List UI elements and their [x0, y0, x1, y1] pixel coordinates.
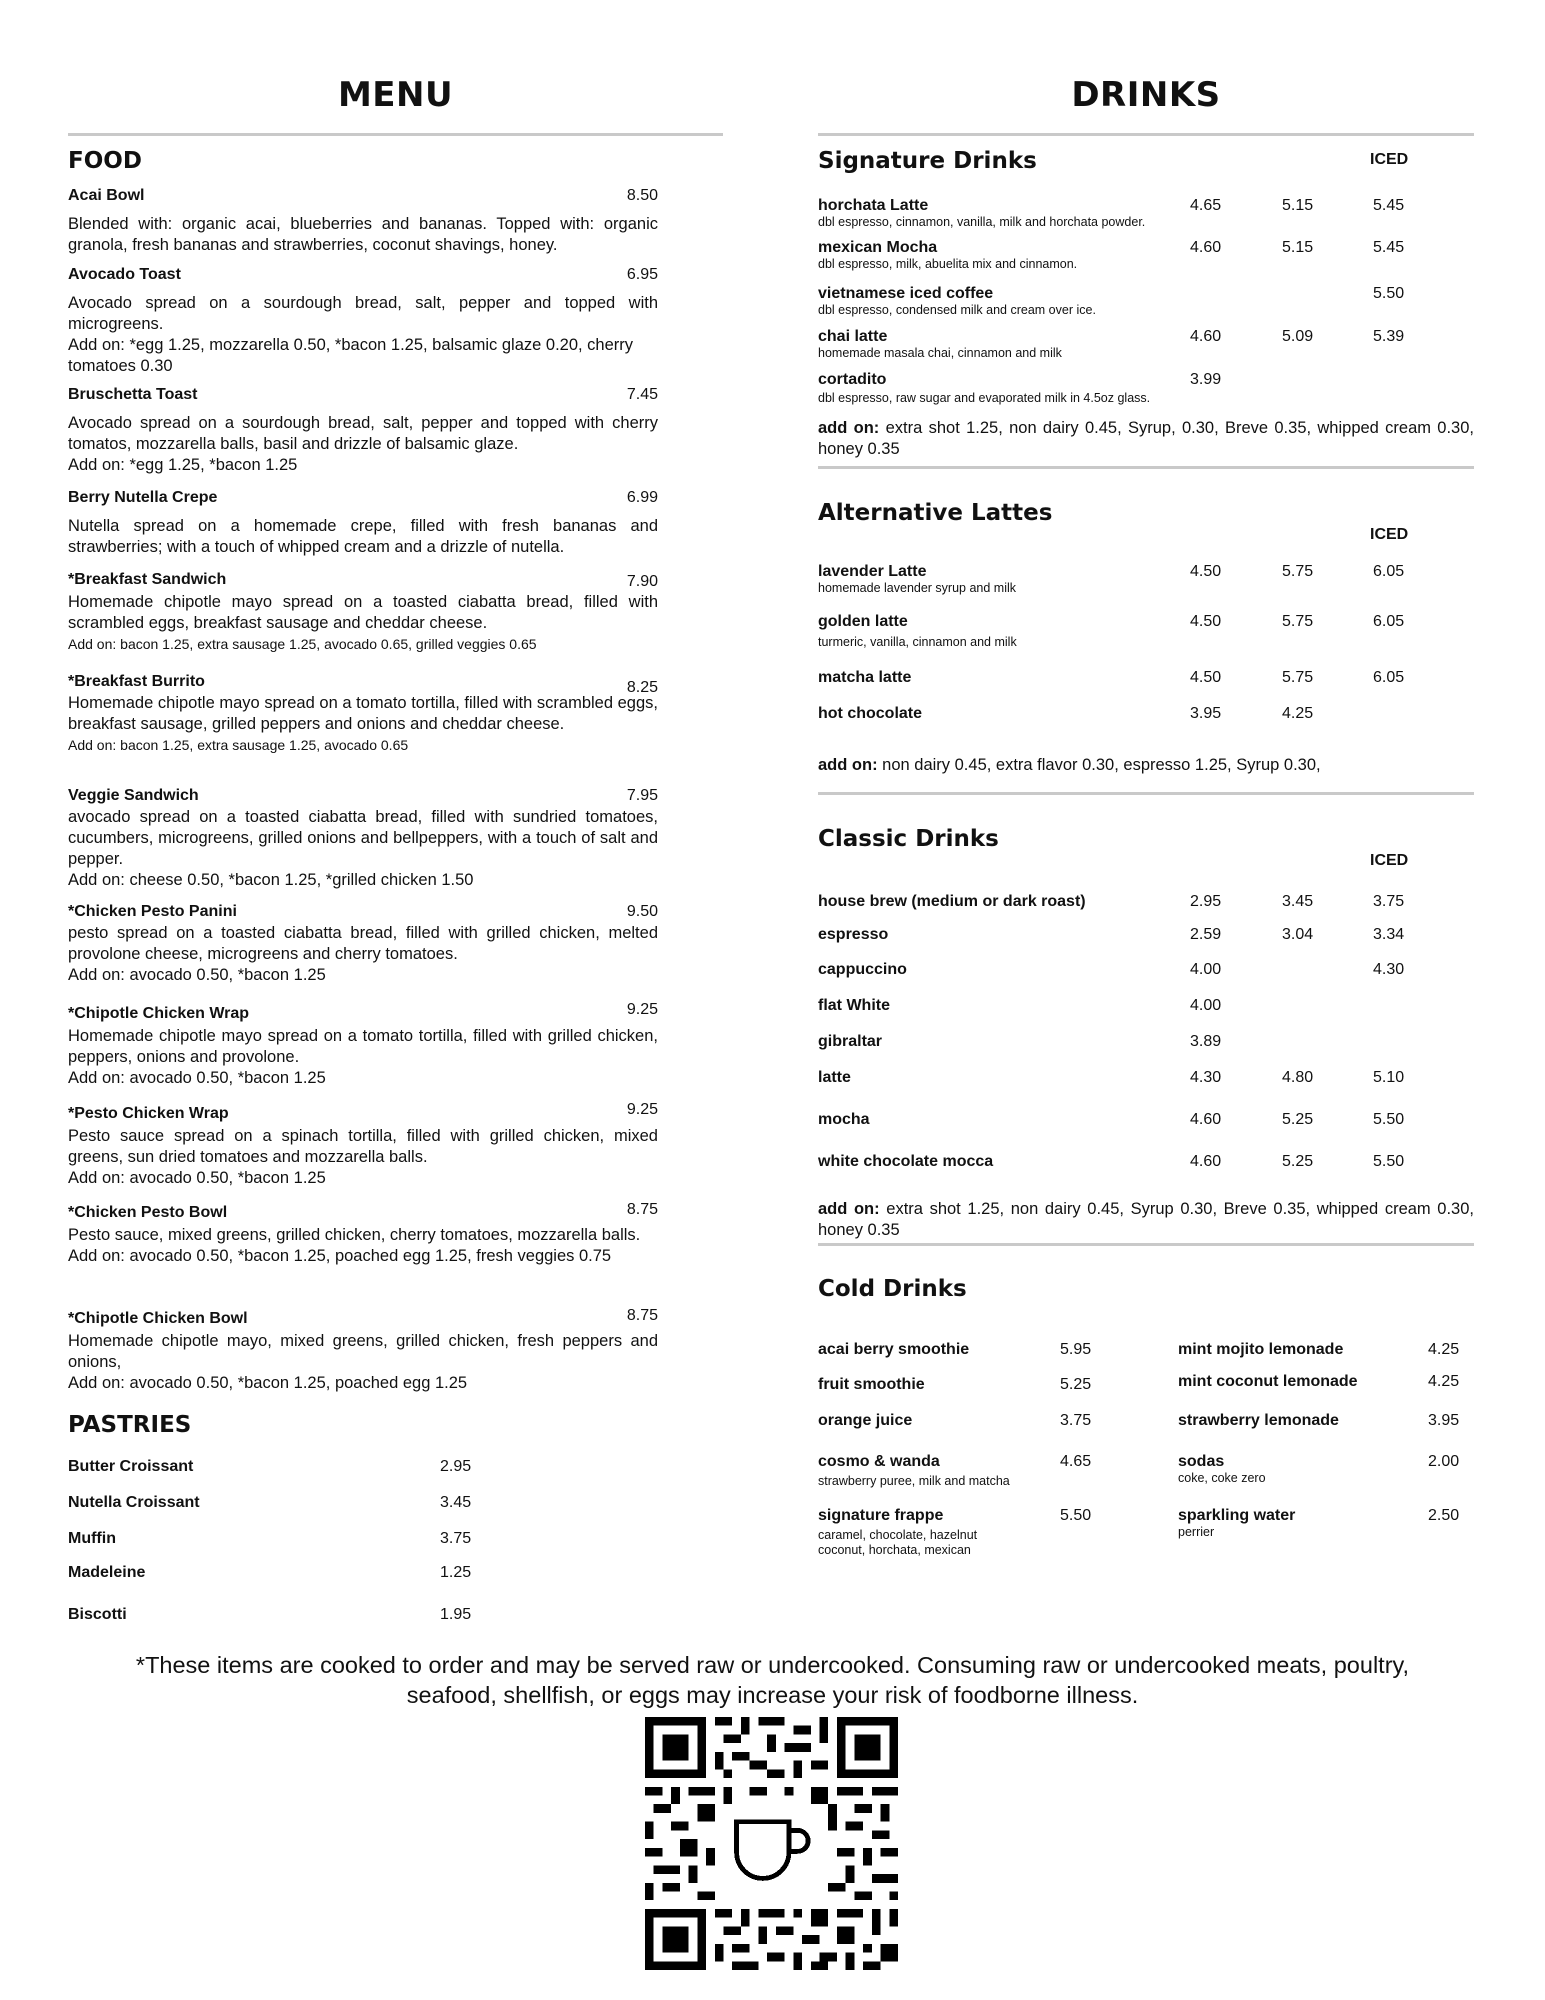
pastry-name: Biscotti: [68, 1606, 127, 1623]
addon-label: add on:: [818, 1200, 880, 1218]
drink-row: [818, 196, 1474, 230]
drink-name: vietnamese iced coffee: [818, 285, 994, 302]
addon-label: add on:: [818, 419, 880, 437]
cold-drink: [1178, 1372, 1474, 1391]
food-item-name: *Pesto Chicken Wrap: [68, 1105, 229, 1122]
drink-price: 2.50: [1428, 1507, 1460, 1524]
pastry-item: [68, 1563, 488, 1583]
pastry-price: 3.75: [440, 1530, 472, 1547]
cold-drink: [818, 1506, 1092, 1558]
price-large: 4.25: [1282, 705, 1314, 722]
food-item-name: Avocado Toast: [68, 266, 181, 283]
price-hot: 3.95: [1190, 705, 1222, 722]
price-iced: 3.34: [1373, 926, 1405, 943]
food-item-price: 8.25: [626, 679, 658, 696]
drink-desc: caramel, chocolate, hazelnut coconut, horchata, mexican: [818, 1528, 978, 1557]
food-item-desc: Nutella spread on a homemade crepe, filled with fresh bananas and strawberries; with a touch of whipped cream and a drizzle of nutella.: [68, 517, 658, 556]
food-item: [68, 265, 658, 377]
drink-row: [818, 327, 1474, 361]
price-hot: 4.60: [1190, 1111, 1222, 1128]
drink-name: hot chocolate: [818, 705, 923, 722]
price-iced: 5.10: [1373, 1069, 1405, 1086]
addon-label: add on:: [818, 756, 878, 774]
pastries-heading: PASTRIES: [68, 1412, 192, 1438]
price-iced: 6.05: [1373, 613, 1405, 630]
food-item-addon: Add on: bacon 1.25, extra sausage 1.25, avocado 0.65, grilled veggies 0.65: [68, 636, 537, 652]
food-item-addon: Add on: avocado 0.50, *bacon 1.25: [68, 966, 326, 984]
price-large: 5.09: [1282, 328, 1314, 345]
food-item-addon: Add on: avocado 0.50, *bacon 1.25: [68, 1169, 326, 1187]
food-item-desc: Homemade chipotle mayo spread on a tomato tortilla, filled with scrambled eggs, breakfast sausage, grilled peppers and onions and cheddar cheese.: [68, 694, 658, 733]
drink-price: 4.25: [1428, 1341, 1460, 1358]
drink-name: cappuccino: [818, 961, 907, 978]
drink-name: strawberry lemonade: [1178, 1412, 1339, 1429]
price-hot: 4.50: [1190, 613, 1222, 630]
food-item-addon: Add on: avocado 0.50, *bacon 1.25: [68, 1069, 326, 1087]
food-item-name: Acai Bowl: [68, 187, 145, 204]
drink-name: acai berry smoothie: [818, 1341, 970, 1358]
food-item-addon: Add on: *egg 1.25, mozzarella 0.50, *bacon 1.25, balsamic glaze 0.20, cherry tomatoes 0.30: [68, 336, 634, 375]
price-iced: 3.75: [1373, 893, 1405, 910]
drink-name: flat White: [818, 997, 890, 1014]
food-item-name: Berry Nutella Crepe: [68, 489, 218, 506]
pastry-price: 1.25: [440, 1564, 472, 1581]
food-item-price: 6.99: [626, 489, 658, 506]
addon-text: non dairy 0.45, extra flavor 0.30, espresso 1.25, Syrup 0.30,: [882, 756, 1321, 774]
drink-row: [818, 284, 1474, 318]
cold-drink: [818, 1375, 1098, 1394]
pastry-price: 2.95: [440, 1458, 472, 1475]
drink-row: [818, 370, 1474, 406]
food-item-price: 9.25: [626, 1101, 658, 1118]
addon-text: extra shot 1.25, non dairy 0.45, Syrup 0.30, Breve 0.35, whipped cream 0.30, honey 0.35: [818, 1200, 1474, 1239]
price-iced: 5.39: [1373, 328, 1405, 345]
food-item-desc: avocado spread on a toasted ciabatta bread, filled with sundried tomatoes, cucumbers, microgreens, grilled onions and bellpeppers, with a touch of salt and pepper.: [68, 808, 658, 868]
drink-row: [818, 238, 1474, 272]
price-hot: 4.60: [1190, 1153, 1222, 1170]
price-iced: 4.30: [1373, 961, 1405, 978]
drink-name: fruit smoothie: [818, 1376, 925, 1393]
drink-row: [818, 892, 1474, 911]
food-item-addon: Add on: avocado 0.50, *bacon 1.25, poached egg 1.25, fresh veggies 0.75: [68, 1247, 612, 1265]
pastry-name: Muffin: [68, 1530, 116, 1547]
food-item-price: 8.75: [626, 1201, 658, 1218]
drink-desc: dbl espresso, milk, abuelita mix and cinnamon.: [818, 257, 1078, 271]
drinks-title: DRINKS: [1071, 75, 1221, 115]
price-iced: 5.50: [1373, 285, 1405, 302]
price-large: 5.25: [1282, 1111, 1314, 1128]
price-iced: 6.05: [1373, 563, 1405, 580]
food-item-addon: Add on: bacon 1.25, extra sausage 1.25, avocado 0.65: [68, 737, 409, 753]
price-hot: 4.00: [1190, 961, 1222, 978]
qr-code[interactable]: [645, 1717, 898, 1970]
signature-addon: [818, 418, 1474, 460]
price-hot: 4.50: [1190, 669, 1222, 686]
drink-price: 2.00: [1428, 1453, 1460, 1470]
food-item-name: *Chicken Pesto Panini: [68, 903, 237, 920]
food-item-price: 8.50: [626, 187, 658, 204]
drink-desc: coke, coke zero: [1178, 1471, 1266, 1485]
drink-name: orange juice: [818, 1412, 913, 1429]
price-hot: 3.89: [1190, 1033, 1222, 1050]
signature-heading: Signature Drinks: [818, 148, 1037, 174]
food-item-addon: Add on: *egg 1.25, *bacon 1.25: [68, 456, 298, 474]
disclaimer: *These items are cooked to order and may be served raw or undercooked. Consuming raw or undercooked meats, poultry, seafood, shellfish, or eggs may increase your risk of foodborne illness.: [135, 1652, 1410, 1708]
price-large: 3.04: [1282, 926, 1314, 943]
drink-name: gibraltar: [818, 1033, 883, 1050]
drink-desc: dbl espresso, raw sugar and evaporated milk in 4.5oz glass.: [818, 391, 1151, 405]
drink-desc: strawberry puree, milk and matcha: [818, 1474, 1010, 1488]
drink-row: [818, 668, 1474, 687]
drink-price: 5.50: [1060, 1507, 1092, 1524]
price-hot: 3.99: [1190, 371, 1222, 388]
iced-label: ICED: [1370, 151, 1409, 168]
food-item-name: *Chipotle Chicken Bowl: [68, 1310, 248, 1327]
divider: [818, 1243, 1474, 1246]
food-item-desc: pesto spread on a toasted ciabatta bread, filled with grilled chicken, melted provolone cheese, microgreens and cherry tomatoes.: [68, 924, 658, 963]
food-item-desc: Homemade chipotle mayo spread on a toasted ciabatta bread, filled with scrambled eggs, breakfast sausage and cheddar cheese.: [68, 593, 658, 632]
food-item-name: Veggie Sandwich: [68, 787, 199, 804]
pastry-item: [68, 1605, 488, 1625]
drink-name: signature frappe: [818, 1507, 944, 1524]
drink-name: sodas: [1178, 1453, 1225, 1470]
divider: [818, 792, 1474, 795]
price-hot: 4.60: [1190, 328, 1222, 345]
drink-desc: dbl espresso, cinnamon, vanilla, milk and horchata powder.: [818, 215, 1146, 229]
price-iced: 5.50: [1373, 1153, 1405, 1170]
price-hot: 4.00: [1190, 997, 1222, 1014]
cold-drink: [818, 1452, 1098, 1489]
food-item-desc: Homemade chipotle mayo, mixed greens, grilled chicken, fresh peppers and onions,: [68, 1332, 658, 1371]
drink-name: espresso: [818, 926, 889, 943]
pastry-price: 3.45: [440, 1494, 472, 1511]
price-large: 5.75: [1282, 669, 1314, 686]
drink-price: 5.95: [1060, 1341, 1092, 1358]
alternative-heading: Alternative Lattes: [818, 500, 1053, 526]
drink-name: matcha latte: [818, 669, 912, 686]
food-item-desc: Avocado spread on a sourdough bread, salt, pepper and topped with microgreens.: [68, 294, 658, 333]
drink-row: [818, 612, 1474, 650]
food-item-desc: Avocado spread on a sourdough bread, salt, pepper and topped with cherry tomatos, mozzarella balls, basil and drizzle of balsamic glaze.: [68, 414, 658, 453]
price-large: 5.75: [1282, 613, 1314, 630]
food-item: [68, 902, 658, 986]
drink-row: [818, 1032, 1474, 1051]
food-item: [68, 672, 658, 756]
price-iced: 5.45: [1373, 239, 1405, 256]
pastry-item: [68, 1529, 488, 1549]
drink-name: mint mojito lemonade: [1178, 1341, 1344, 1358]
price-iced: 6.05: [1373, 669, 1405, 686]
pastry-name: Nutella Croissant: [68, 1494, 200, 1511]
food-item: [68, 488, 658, 558]
price-iced: 5.50: [1373, 1111, 1405, 1128]
classic-addon: [818, 1199, 1474, 1241]
pastry-item: [68, 1457, 488, 1477]
price-large: 4.80: [1282, 1069, 1314, 1086]
food-item-price: 7.95: [626, 787, 658, 804]
price-large: 3.45: [1282, 893, 1314, 910]
drink-row: [818, 562, 1474, 596]
drink-price: 3.95: [1428, 1412, 1460, 1429]
price-hot: 4.50: [1190, 563, 1222, 580]
drink-name: white chocolate mocca: [818, 1153, 994, 1170]
food-item-addon: Add on: avocado 0.50, *bacon 1.25, poached egg 1.25: [68, 1374, 468, 1392]
food-item-price: 8.75: [626, 1307, 658, 1324]
drink-desc: homemade lavender syrup and milk: [818, 581, 1017, 595]
drink-row: [818, 960, 1474, 979]
drink-name: chai latte: [818, 328, 888, 345]
price-hot: 4.60: [1190, 239, 1222, 256]
food-item-price: 9.25: [626, 1001, 658, 1018]
drink-desc: dbl espresso, condensed milk and cream over ice.: [818, 303, 1096, 317]
food-item-addon: Add on: cheese 0.50, *bacon 1.25, *grilled chicken 1.50: [68, 871, 474, 889]
divider: [818, 133, 1474, 136]
drink-row: [818, 996, 1474, 1015]
drink-name: mexican Mocha: [818, 239, 938, 256]
drink-price: 4.25: [1428, 1373, 1460, 1390]
pastry-name: Butter Croissant: [68, 1458, 194, 1475]
price-large: 5.25: [1282, 1153, 1314, 1170]
food-item-desc: Pesto sauce spread on a spinach tortilla, filled with grilled chicken, mixed greens, sun dried tomatoes and mozzarella balls.: [68, 1127, 658, 1166]
pastry-price: 1.95: [440, 1606, 472, 1623]
drink-name: sparkling water: [1178, 1507, 1296, 1524]
food-item-desc: Blended with: organic acai, blueberries and bananas. Topped with: organic granola, fresh bananas and strawberries, coconut shavings, honey.: [68, 215, 658, 254]
food-item-desc: Homemade chipotle mayo spread on a tomato tortilla, filled with grilled chicken, peppers, onions and provolone.: [68, 1027, 658, 1066]
drink-name: golden latte: [818, 613, 908, 630]
drink-name: lavender Latte: [818, 563, 927, 580]
cold-heading: Cold Drinks: [818, 1276, 967, 1302]
food-item-price: 6.95: [626, 266, 658, 283]
price-hot: 4.65: [1190, 197, 1222, 214]
classic-heading: Classic Drinks: [818, 826, 999, 852]
drink-price: 5.25: [1060, 1376, 1092, 1393]
drink-name: mocha: [818, 1111, 870, 1128]
drink-name: cortadito: [818, 371, 887, 388]
drink-price: 3.75: [1060, 1412, 1092, 1429]
pastry-name: Madeleine: [68, 1564, 146, 1581]
food-item-name: *Chicken Pesto Bowl: [68, 1204, 228, 1221]
price-hot: 4.30: [1190, 1069, 1222, 1086]
food-item-price: 7.90: [626, 573, 658, 590]
drink-row: [818, 1110, 1474, 1129]
divider: [818, 466, 1474, 469]
drink-name: house brew (medium or dark roast): [818, 893, 1086, 910]
food-item: [68, 1203, 658, 1267]
cold-drink: [1178, 1340, 1474, 1359]
addon-text: extra shot 1.25, non dairy 0.45, Syrup, 0.30, Breve 0.35, whipped cream 0.30, honey 0.35: [818, 419, 1474, 458]
food-item: [68, 385, 658, 476]
price-iced: 5.45: [1373, 197, 1405, 214]
food-item: [68, 786, 658, 891]
drink-name: latte: [818, 1069, 851, 1086]
cold-drink: [1178, 1452, 1474, 1486]
food-item-price: 7.45: [626, 386, 658, 403]
drink-row: [818, 1152, 1474, 1171]
price-large: 5.15: [1282, 239, 1314, 256]
food-item-desc: Pesto sauce, mixed greens, grilled chicken, cherry tomatoes, mozzarella balls.: [68, 1226, 641, 1244]
price-hot: 2.59: [1190, 926, 1222, 943]
food-item: [68, 1001, 658, 1089]
cold-drink: [1178, 1411, 1474, 1430]
food-item: [68, 570, 658, 655]
food-item: [68, 1309, 658, 1394]
price-hot: 2.95: [1190, 893, 1222, 910]
drink-price: 4.65: [1060, 1453, 1092, 1470]
cold-drink: [818, 1411, 1098, 1430]
food-heading: FOOD: [68, 148, 142, 174]
price-large: 5.15: [1282, 197, 1314, 214]
food-item-name: *Chipotle Chicken Wrap: [68, 1005, 250, 1022]
iced-label: ICED: [1370, 526, 1409, 543]
food-item-name: *Breakfast Burrito: [68, 673, 205, 690]
drink-desc: turmeric, vanilla, cinnamon and milk: [818, 635, 1017, 649]
cold-drink: [818, 1340, 1098, 1359]
price-large: 5.75: [1282, 563, 1314, 580]
food-item: [68, 1101, 658, 1189]
food-item-name: *Breakfast Sandwich: [68, 571, 227, 588]
drink-name: cosmo & wanda: [818, 1453, 940, 1470]
cold-drink: [1178, 1506, 1474, 1540]
drink-row: [818, 1068, 1474, 1087]
pastry-item: [68, 1493, 488, 1513]
drink-row: [818, 704, 1474, 723]
drink-desc: homemade masala chai, cinnamon and milk: [818, 346, 1062, 360]
menu-title: MENU: [337, 75, 454, 115]
food-item: [68, 186, 658, 256]
coffee-cup-icon: [724, 1804, 820, 1883]
drink-name: mint coconut lemonade: [1178, 1373, 1358, 1390]
iced-label: ICED: [1370, 852, 1409, 869]
drink-desc: perrier: [1178, 1525, 1215, 1539]
divider: [68, 133, 723, 136]
drink-name: horchata Latte: [818, 197, 929, 214]
food-item-name: Bruschetta Toast: [68, 386, 198, 403]
drink-row: [818, 925, 1474, 944]
alternative-addon: [818, 755, 1474, 776]
food-item-price: 9.50: [626, 903, 658, 920]
